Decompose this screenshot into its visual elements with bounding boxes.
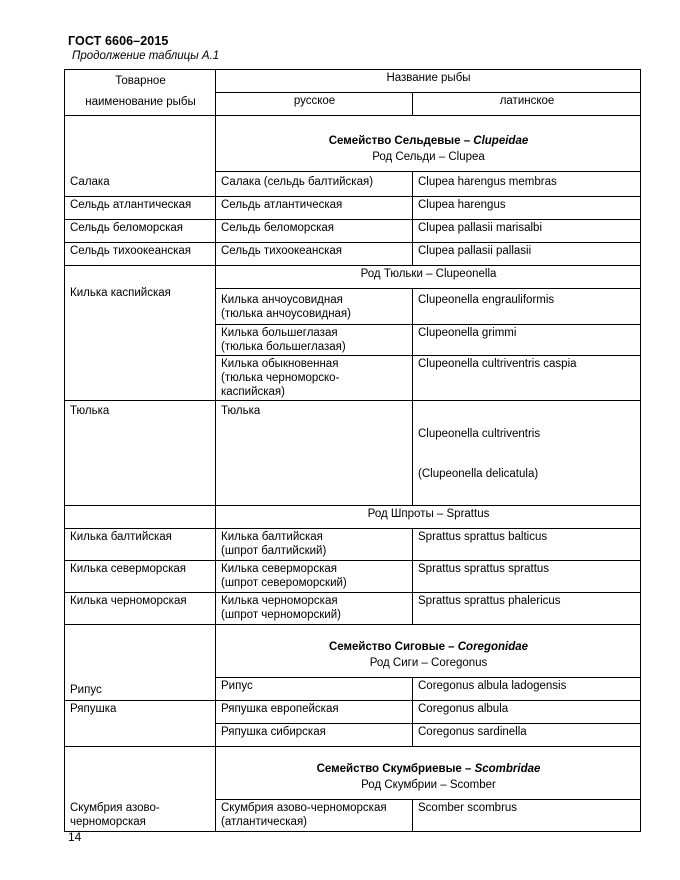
empty-cell bbox=[65, 116, 216, 172]
table-row-latin: Sprattus sprattus balticus bbox=[413, 529, 641, 561]
header-latin: латинское bbox=[413, 93, 641, 116]
table-row-trade bbox=[65, 747, 216, 832]
table-row-latin: Coregonus albula ladogensis bbox=[413, 678, 641, 701]
table-row-russian: Килька большеглазая (тюлька большеглазая) bbox=[216, 325, 413, 356]
table-row-trade bbox=[65, 625, 216, 701]
header-trade-name: Товарное наименование рыбы bbox=[65, 70, 216, 116]
table-row-latin bbox=[413, 401, 641, 506]
trade-name: Скумбрия азово- черноморская bbox=[70, 802, 160, 828]
table-row-latin: Clupeonella cultriventris caspia bbox=[413, 356, 641, 401]
table-row-latin: Clupeonella grimmi bbox=[413, 325, 641, 356]
table-continuation-caption: Продолжение таблицы А.1 bbox=[72, 50, 220, 62]
empty-cell bbox=[65, 506, 216, 529]
latin-name-synonym: (Clupeonella delicatula) bbox=[418, 468, 539, 480]
family-name-ru: Семейство Сиговые – bbox=[328, 641, 458, 653]
family-scombridae bbox=[216, 747, 641, 778]
table-row-trade: Сельдь тихоокеанская bbox=[65, 243, 216, 266]
genus-coregonus: Род Сиги – Coregonus bbox=[216, 655, 641, 678]
family-name-ru: Семейство Скумбриевые – bbox=[316, 763, 475, 775]
table-row-russian: Сельдь атлантическая bbox=[216, 197, 413, 220]
table-row-latin: Coregonus albula bbox=[413, 701, 641, 724]
table-row-trade: Килька балтийская bbox=[65, 529, 216, 561]
table-row-latin: Clupeonella engrauliformis bbox=[413, 289, 641, 325]
table-row-latin: Clupea harengus bbox=[413, 197, 641, 220]
header-russian: русское bbox=[216, 93, 413, 116]
family-name-latin: Coregonidae bbox=[457, 641, 529, 653]
table-row-russian: Рипус bbox=[216, 678, 413, 701]
table-row-russian: Скумбрия азово-черноморская (атлантическая) bbox=[216, 800, 413, 832]
table-row-trade: Салака bbox=[65, 172, 216, 197]
table-row-latin: Coregonus sardinella bbox=[413, 724, 641, 747]
table-row-russian: Сельдь тихоокеанская bbox=[216, 243, 413, 266]
table-row-russian: Салака (сельдь балтийская) bbox=[216, 172, 413, 197]
table-row-trade: Ряпушка bbox=[65, 701, 216, 747]
table-row-trade: Килька северморская bbox=[65, 561, 216, 593]
table-row-trade: Тюлька bbox=[65, 401, 216, 506]
table-row-latin: Clupea pallasii pallasii bbox=[413, 243, 641, 266]
fish-names-table bbox=[64, 69, 641, 832]
table-row-russian: Килька северморская (шпрот североморский) bbox=[216, 561, 413, 593]
family-name-latin: Clupeidae bbox=[473, 135, 529, 147]
table-row-trade: Килька черноморская bbox=[65, 593, 216, 625]
genus-clupea: Род Сельди – Clupea bbox=[216, 149, 641, 172]
table-row-trade: Килька каспийская bbox=[65, 266, 216, 401]
table-row-latin: Scomber scombrus bbox=[413, 800, 641, 832]
family-clupeidae bbox=[216, 116, 641, 150]
genus-sprattus: Род Шпроты – Sprattus bbox=[216, 506, 641, 529]
table-row-russian: Ряпушка европейская bbox=[216, 701, 413, 724]
table-row-trade: Сельдь беломорская bbox=[65, 220, 216, 243]
genus-scomber: Род Скумбрии – Scomber bbox=[216, 777, 641, 800]
table-row-latin: Sprattus sprattus sprattus bbox=[413, 561, 641, 593]
table-row-trade: Сельдь атлантическая bbox=[65, 197, 216, 220]
family-coregonidae bbox=[216, 625, 641, 656]
table-row-latin: Clupea harengus membras bbox=[413, 172, 641, 197]
family-name-ru: Семейство Сельдевые – bbox=[328, 135, 474, 147]
family-name-latin: Scombridae bbox=[474, 763, 541, 775]
table-row-russian: Тюлька bbox=[216, 401, 413, 506]
latin-name: Clupeonella cultriventris bbox=[418, 428, 541, 440]
table-row-russian: Сельдь беломорская bbox=[216, 220, 413, 243]
table-row-russian: Килька балтийская (шпрот балтийский) bbox=[216, 529, 413, 561]
table-row-latin: Clupea pallasii marisalbi bbox=[413, 220, 641, 243]
table-row-russian: Килька черноморская (шпрот черноморский) bbox=[216, 593, 413, 625]
table-row-russian: Ряпушка сибирская bbox=[216, 724, 413, 747]
table-row-latin: Sprattus sprattus phalericus bbox=[413, 593, 641, 625]
page-number: 14 bbox=[68, 830, 82, 844]
table-row-russian: Килька анчоусовидная (тюлька анчоусовидная) bbox=[216, 289, 413, 325]
header-fish-name: Название рыбы bbox=[216, 70, 641, 93]
table-row-russian: Килька обыкновенная (тюлька черноморско- каспийская) bbox=[216, 356, 413, 401]
trade-name: Рипус bbox=[70, 684, 102, 696]
genus-clupeonella: Род Тюльки – Clupeonella bbox=[216, 266, 641, 289]
document-title: ГОСТ 6606–2015 bbox=[68, 34, 169, 48]
